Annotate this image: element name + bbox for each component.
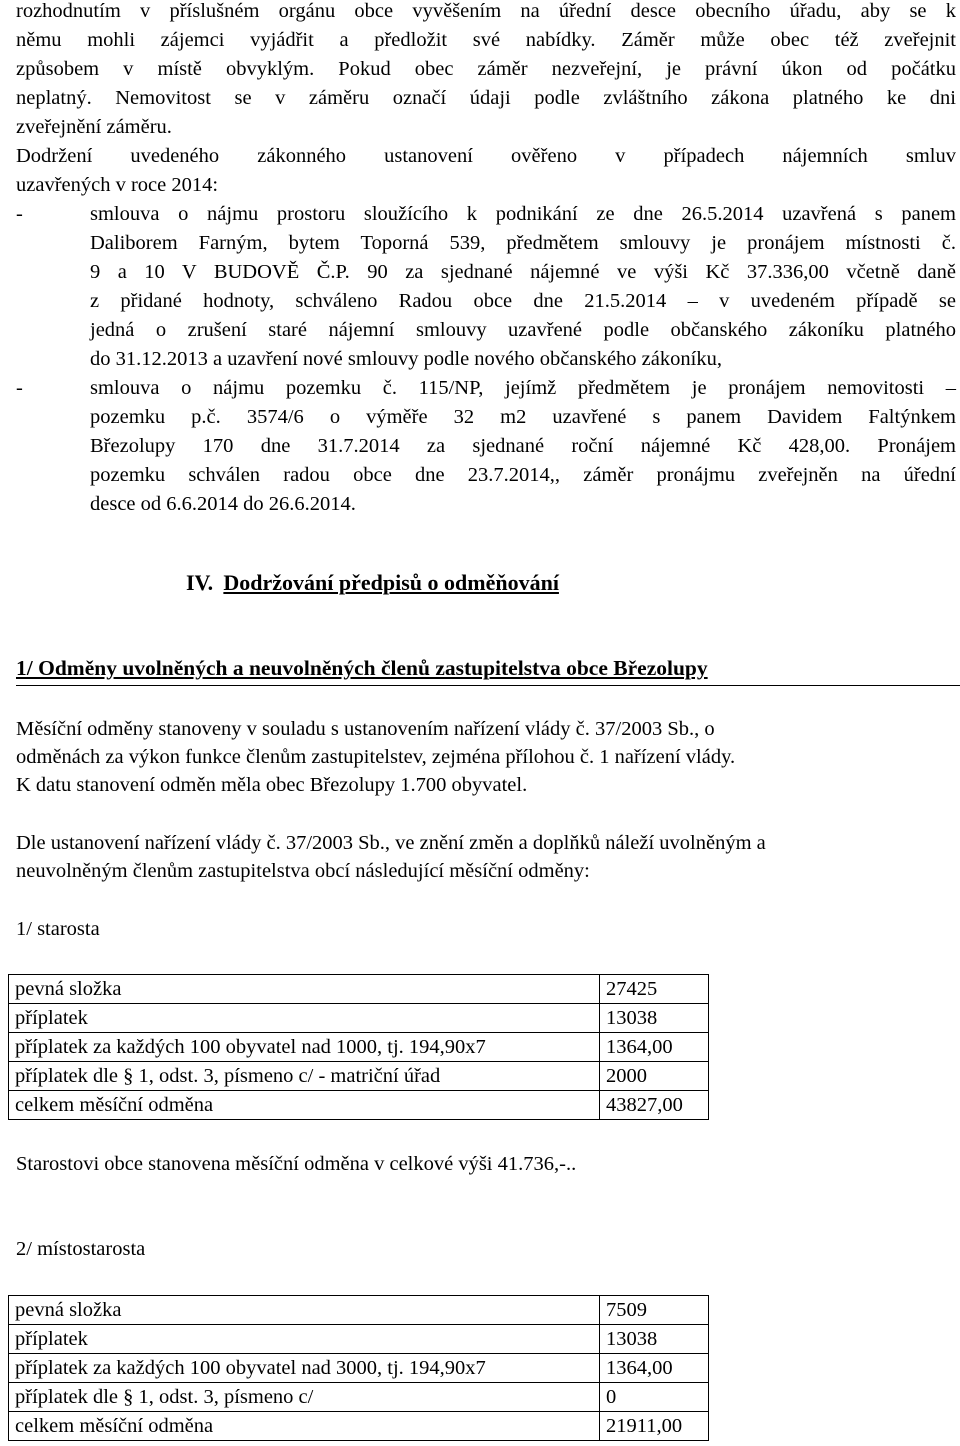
- table-cell-label: příplatek dle § 1, odst. 3, písmeno c/ - matriční úřad: [9, 1062, 600, 1091]
- para1-line-3: způsobem v místě obvyklým. Pokud obec záměr nezveřejní, je právní úkon od počátku: [16, 58, 956, 80]
- subsection1-heading: 1/ Odměny uvolněných a neuvolněných členů zastupitelstva obce Březolupy: [16, 656, 708, 680]
- table-cell-value: 1364,00: [600, 1033, 709, 1062]
- list-dash-2: -: [16, 377, 23, 399]
- subsection1-line-3: K datu stanovení odměn měla obec Březolupy 1.700 obyvatel.: [16, 774, 528, 796]
- list-item1-line-4: z přidané hodnoty, schváleno Radou obce dne 21.5.2014 – v uvedeném případě se: [90, 290, 956, 312]
- table-cell-label: celkem měsíční odměna: [9, 1091, 600, 1120]
- starosta-table: [8, 974, 709, 1120]
- table-row: [9, 1325, 709, 1354]
- para1-line-5: zveřejnění záměru.: [16, 116, 172, 138]
- table-cell-value: 2000: [600, 1062, 709, 1091]
- list-item1-line-5: jedná o zrušení staré nájemní smlouvy uzavřené podle občanského zákoníku platného: [90, 319, 956, 341]
- subsection1-line-2: odměnách za výkon funkce členům zastupitelstev, zejména přílohou č. 1 nařízení vlády.: [16, 746, 736, 768]
- list-item2-line-3: Březolupy 170 dne 31.7.2014 za sjednané roční nájemné Kč 428,00. Pronájem: [90, 435, 956, 457]
- list-item1-line-2: Daliborem Farným, bytem Toporná 539, předmětem smlouvy je pronájem místnosti č.: [90, 232, 956, 254]
- para1-line-1: rozhodnutím v příslušném orgánu obce vyvěšením na úřední desce obecního úřadu, aby se k: [16, 0, 956, 22]
- list-item2-line-4: pozemku schválen radou obce dne 23.7.2014,, záměr pronájmu zveřejněn na úřední: [90, 464, 956, 486]
- para1-line-4: neplatný. Nemovitost se v záměru označí údaji podle zvláštního zákona platného ke dni: [16, 87, 956, 109]
- table-cell-label: pevná složka: [9, 975, 600, 1004]
- table-cell-label: příplatek: [9, 1004, 600, 1033]
- list-item2-line-5: desce od 6.6.2014 do 26.6.2014.: [90, 493, 356, 515]
- table-cell-label: příplatek za každých 100 obyvatel nad 1000, tj. 194,90x7: [9, 1033, 600, 1062]
- para2-line-1: Dodržení uvedeného zákonného ustanovení ověřeno v případech nájemních smluv: [16, 145, 956, 167]
- table-cell-label: pevná složka: [9, 1296, 600, 1325]
- list-item1-line-1: smlouva o nájmu prostoru sloužícího k podnikání ze dne 26.5.2014 uzavřená s panem: [90, 203, 956, 225]
- subsection1-line-1: Měsíční odměny stanoveny v souladu s ustanovením nařízení vlády č. 37/2003 Sb., o: [16, 718, 715, 740]
- mistostarosta-table: [8, 1295, 709, 1441]
- list-item1-line-6: do 31.12.2013 a uzavření nové smlouvy podle nového občanského zákoníku,: [90, 348, 722, 370]
- table-cell-label: příplatek: [9, 1325, 600, 1354]
- table-cell-label: celkem měsíční odměna: [9, 1412, 600, 1441]
- para1-line-2: němu mohli zájemci vyjádřit a předložit své nabídky. Záměr může obec též zveřejnit: [16, 29, 956, 51]
- subsection1-line-4: Dle ustanovení nařízení vlády č. 37/2003 Sb., ve znění změn a doplňků náleží uvolněným a: [16, 832, 766, 854]
- table-cell-value: 7509: [600, 1296, 709, 1325]
- table-cell-value: 13038: [600, 1004, 709, 1033]
- mistostarosta-heading: 2/ místostarosta: [16, 1238, 146, 1260]
- table-row: [9, 1412, 709, 1441]
- section-heading: [186, 570, 559, 596]
- subsection1-line-5: neuvolněným členům zastupitelstva obcí následující měsíční odměny:: [16, 860, 590, 882]
- table-cell-value: 27425: [600, 975, 709, 1004]
- subsection1-rule: [16, 685, 960, 686]
- table-row: [9, 975, 709, 1004]
- starosta-heading: 1/ starosta: [16, 918, 100, 940]
- table-row: [9, 1091, 709, 1120]
- list-item2-line-1: smlouva o nájmu pozemku č. 115/NP, jejímž předmětem je pronájem nemovitosti –: [90, 377, 956, 399]
- table-row: [9, 1004, 709, 1033]
- para2-line-2: uzavřených v roce 2014:: [16, 174, 219, 196]
- list-item1-line-3: 9 a 10 V BUDOVĚ Č.P. 90 za sjednané nájemné ve výši Kč 37.336,00 včetně daně: [90, 261, 956, 283]
- list-item2-line-2: pozemku p.č. 3574/6 o výměře 32 m2 uzavřené s panem Davidem Faltýnkem: [90, 406, 956, 428]
- table-cell-value: 21911,00: [600, 1412, 709, 1441]
- section-number: IV.: [186, 570, 214, 595]
- table-row: [9, 1383, 709, 1412]
- list-dash-1: -: [16, 203, 23, 225]
- table-row: [9, 1033, 709, 1062]
- table-row: [9, 1062, 709, 1091]
- table-cell-value: 13038: [600, 1325, 709, 1354]
- table-row: [9, 1354, 709, 1383]
- table-cell-label: příplatek za každých 100 obyvatel nad 3000, tj. 194,90x7: [9, 1354, 600, 1383]
- starosta-note: Starostovi obce stanovena měsíční odměna v celkové výši 41.736,-..: [16, 1153, 577, 1175]
- table-cell-label: příplatek dle § 1, odst. 3, písmeno c/: [9, 1383, 600, 1412]
- table-cell-value: 0: [600, 1383, 709, 1412]
- table-cell-value: 1364,00: [600, 1354, 709, 1383]
- table-row: [9, 1296, 709, 1325]
- section-title: Dodržování předpisů o odměňování: [223, 570, 559, 595]
- table-cell-value: 43827,00: [600, 1091, 709, 1120]
